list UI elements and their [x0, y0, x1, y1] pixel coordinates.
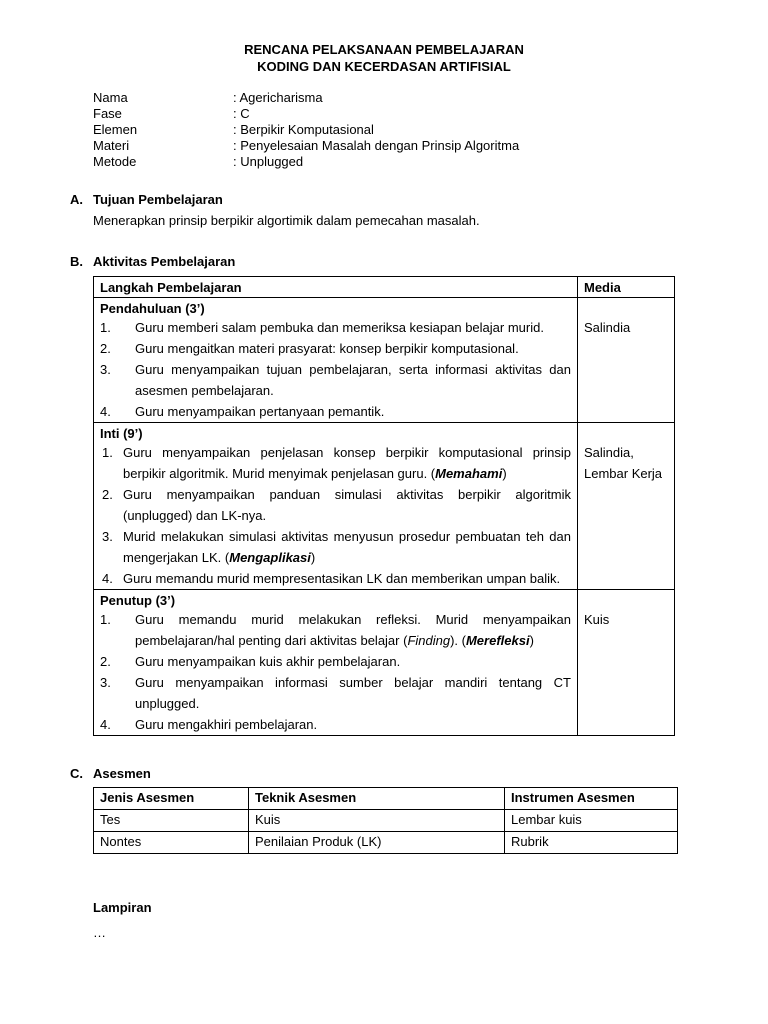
- column-header: Instrumen Asesmen: [505, 788, 678, 810]
- step-number: 1.: [100, 612, 111, 627]
- phase-media: [578, 423, 674, 589]
- phase-steps: [94, 298, 578, 422]
- step-number: 2.: [100, 654, 111, 669]
- info-label: Elemen: [93, 122, 138, 137]
- section-title: Aktivitas Pembelajaran: [93, 254, 236, 269]
- activity-table: [93, 276, 675, 736]
- step-list: [100, 442, 571, 589]
- column-header-media: Media: [584, 280, 621, 295]
- step-text: Guru menyampaikan informasi sumber belajar mandiri tentang CT unplugged.: [135, 675, 571, 711]
- step-text-part: Murid melakukan simulasi aktivitas menyusun prosedur pembuatan teh dan mengerjakan LK. (: [123, 529, 571, 565]
- section-letter: B.: [70, 254, 83, 269]
- step-item: [100, 672, 571, 714]
- step-text: Guru menyampaikan pertanyaan pemantik.: [135, 404, 385, 419]
- step-text: Guru menyampaikan kuis akhir pembelajaran.: [135, 654, 401, 669]
- document-subtitle: KODING DAN KECERDASAN ARTIFISIAL: [257, 59, 511, 74]
- info-label: Fase: [93, 106, 122, 121]
- step-text: Guru mengaitkan materi prasyarat: konsep berpikir komputasional.: [135, 341, 519, 356]
- step-item: [100, 338, 571, 359]
- step-text-part: Guru memandu murid melakukan refleksi. Murid menyampaikan pembelajaran/hal penting dari aktivitas belajar (: [135, 612, 571, 648]
- info-row-metode: [93, 154, 519, 170]
- step-item: [100, 526, 571, 568]
- table-row: [94, 810, 678, 832]
- media-line: Lembar Kerja: [584, 466, 663, 481]
- phase-media: Salindia: [584, 320, 631, 335]
- info-row-elemen: [93, 122, 519, 138]
- table-cell: Tes: [94, 810, 249, 832]
- step-text: Guru memandu murid mempresentasikan LK dan memberikan umpan balik.: [123, 571, 561, 586]
- step-number: 1.: [100, 320, 111, 335]
- step-text: Guru memberi salam pembuka dan memeriksa kesiapan belajar murid.: [135, 320, 544, 335]
- step-item: [100, 401, 571, 422]
- step-text: Guru menyampaikan panduan simulasi aktivitas berpikir algoritmik (unplugged) dan LK-nya.: [123, 487, 571, 523]
- step-text: [135, 609, 571, 651]
- activity-tag: Merefleksi: [465, 633, 530, 648]
- step-item: [100, 568, 571, 589]
- lampiran-heading: Lampiran: [93, 900, 152, 915]
- section-b-heading: [70, 254, 235, 269]
- info-row-nama: [93, 90, 519, 106]
- info-value: : C: [233, 106, 250, 121]
- step-item: [100, 714, 571, 735]
- info-value: : Penyelesaian Masalah dengan Prinsip Algoritma: [233, 138, 520, 153]
- step-item: [100, 359, 571, 401]
- phase-steps: [94, 423, 578, 589]
- info-value: : Unplugged: [233, 154, 304, 169]
- phase-pendahuluan: [94, 298, 674, 423]
- step-item: [100, 609, 571, 651]
- step-list: [100, 317, 571, 422]
- step-item: [100, 317, 571, 338]
- media-line: Salindia,: [584, 445, 634, 460]
- assessment-header-row: [94, 788, 678, 810]
- phase-media: Kuis: [584, 612, 610, 627]
- step-text: [123, 526, 571, 568]
- table-cell: Kuis: [249, 810, 505, 832]
- step-text: [123, 442, 571, 484]
- step-number: 1.: [102, 445, 113, 460]
- info-value: : Agericharisma: [233, 90, 323, 105]
- step-item: [100, 651, 571, 672]
- step-text-part: ): [310, 550, 316, 565]
- document-title: RENCANA PELAKSANAAN PEMBELAJARAN: [244, 42, 524, 57]
- step-text-part: Guru menyampaikan penjelasan konsep berpikir komputasional prinsip berpikir algoritmik. Murid menyimak penjelasan guru. (: [123, 445, 571, 481]
- step-text-part: ): [529, 633, 534, 648]
- step-text: Guru mengakhiri pembelajaran.: [135, 717, 318, 732]
- section-title: Tujuan Pembelajaran: [93, 192, 223, 207]
- info-row-fase: [93, 106, 519, 122]
- info-label: Metode: [93, 154, 137, 169]
- learning-objective: Menerapkan prinsip berpikir algortimik dalam pemecahan masalah.: [93, 213, 480, 228]
- phase-title: Penutup (3’): [100, 593, 176, 608]
- step-number: 3.: [100, 675, 111, 690]
- finding-term: Finding: [407, 633, 451, 648]
- activity-table-header: [94, 277, 674, 298]
- column-header-steps: Langkah Pembelajaran: [94, 277, 578, 297]
- column-header: Jenis Asesmen: [94, 788, 249, 810]
- column-header: Teknik Asesmen: [249, 788, 505, 810]
- step-number: 3.: [102, 529, 113, 544]
- phase-penutup: [94, 590, 674, 735]
- table-cell: Nontes: [94, 832, 249, 854]
- step-text-part: ): [502, 466, 507, 481]
- step-number: 4.: [102, 571, 113, 586]
- step-text-part: ). (: [450, 633, 466, 648]
- step-item: [100, 442, 571, 484]
- section-letter: C.: [70, 766, 83, 781]
- step-list: [100, 609, 571, 735]
- phase-title: Inti (9’): [100, 426, 143, 441]
- phase-steps: [94, 590, 578, 735]
- activity-tag: Mengaplikasi: [229, 550, 311, 565]
- phase-inti: [94, 423, 674, 590]
- phase-title: Pendahuluan (3’): [100, 301, 205, 316]
- table-cell: Penilaian Produk (LK): [249, 832, 505, 854]
- identity-block: [93, 90, 519, 170]
- step-number: 4.: [100, 717, 111, 732]
- info-row-materi: [93, 138, 519, 154]
- info-label: Materi: [93, 138, 130, 153]
- assessment-table: [93, 787, 678, 854]
- step-number: 2.: [100, 341, 111, 356]
- section-title: Asesmen: [93, 766, 151, 781]
- section-c-heading: [70, 766, 151, 781]
- lampiran-content: …: [93, 925, 106, 940]
- table-row: [94, 832, 678, 854]
- info-label: Nama: [93, 90, 128, 105]
- step-number: 2.: [102, 487, 113, 502]
- section-a-heading: [70, 192, 223, 207]
- section-letter: A.: [70, 192, 83, 207]
- step-number: 4.: [100, 404, 111, 419]
- step-text: Guru menyampaikan tujuan pembelajaran, serta informasi aktivitas dan asesmen pembelajaran.: [135, 362, 571, 398]
- table-cell: Lembar kuis: [505, 810, 678, 832]
- step-item: [100, 484, 571, 526]
- activity-tag: Memahami: [435, 466, 503, 481]
- step-number: 3.: [100, 362, 111, 377]
- table-cell: Rubrik: [505, 832, 678, 854]
- info-value: : Berpikir Komputasional: [233, 122, 374, 137]
